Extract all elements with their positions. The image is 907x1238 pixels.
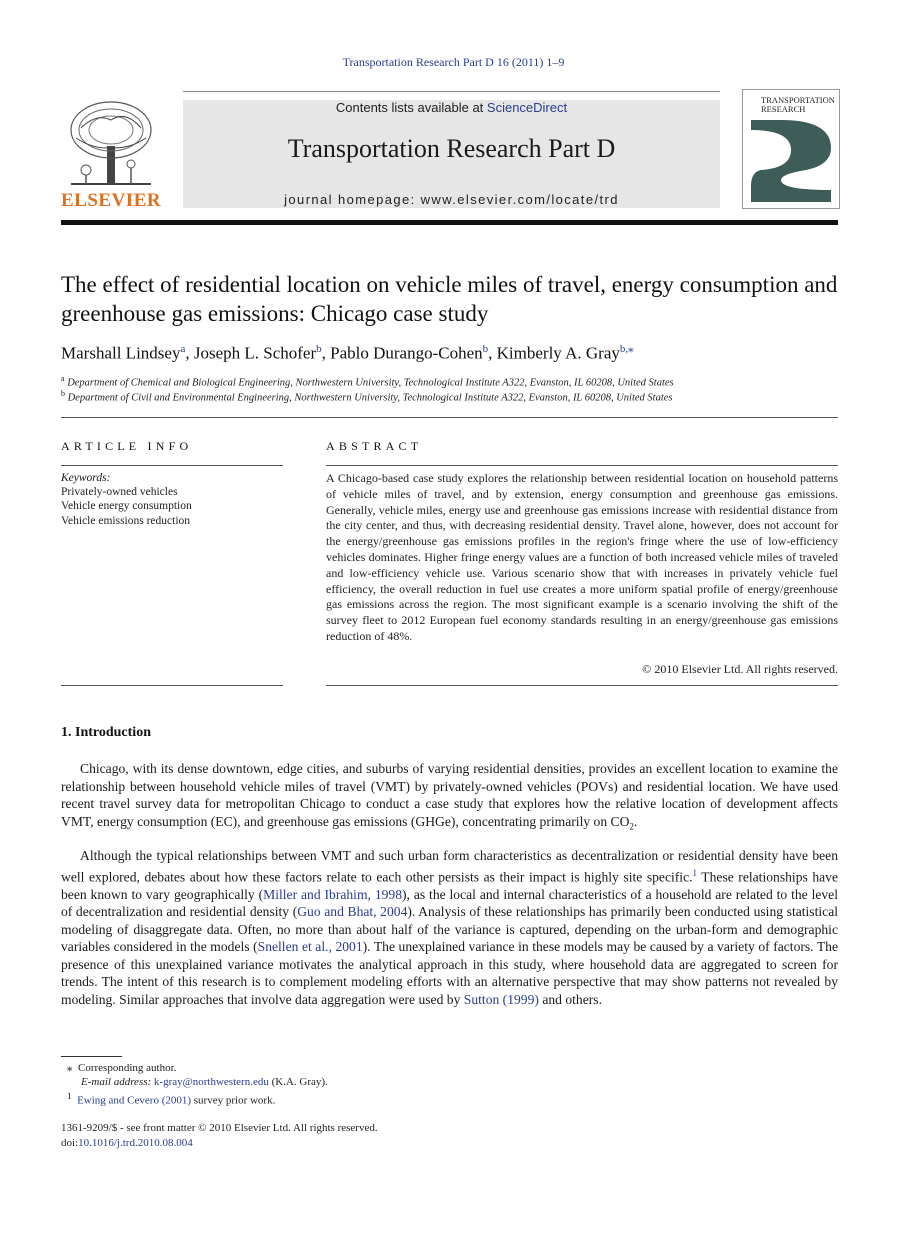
affiliation-text: Department of Chemical and Biological Engineering, Northwestern University, Technological Institute A322, Evanston, IL 60208, United States xyxy=(67,377,674,389)
affiliation-text: Department of Civil and Environmental Engineering, Northwestern University, Technological Institute A322, Evanston, IL 60208, United States xyxy=(67,392,673,404)
divider xyxy=(61,417,838,418)
author-name[interactable]: Joseph L. Schofer xyxy=(193,343,317,363)
corresponding-author-note xyxy=(67,1061,176,1074)
author-affil-mark[interactable]: a xyxy=(180,343,186,355)
divider xyxy=(326,685,838,686)
paragraph-text: ). Analysis of these relationships has primarily been conducted using statistical modeling of disaggregate data. Often, no more than about half of the variance is captured, depending on the urban-form and demographic variables considered in the models ( xyxy=(61,904,838,955)
affiliation-mark: b xyxy=(61,389,65,398)
footnote xyxy=(67,1091,275,1107)
divider xyxy=(61,465,283,466)
subscript: 2 xyxy=(629,821,634,832)
author-affil-mark[interactable]: b xyxy=(482,343,489,355)
author-separator: , xyxy=(321,343,331,363)
cover-title: TRANSPORTATION RESEARCH xyxy=(761,95,835,114)
body-paragraph xyxy=(61,847,838,1008)
paragraph-text: ). The unexplained variance in these models may be caused by a variety of factors. The presence of this unexplained variance motivates the analytical approach in this study, where household data are aggregated to screen for trends. The intent of this research is to complement modeling efforts with an alternative perspective that may show patterns not revealed by modeling. Similar approaches that involve data aggregation were used by xyxy=(61,939,839,1007)
doi-prefix: doi: xyxy=(61,1137,79,1149)
article-title: The effect of residential location on vehicle miles of travel, energy consumption and greenhouse gas emissions: Chicago case study xyxy=(61,272,838,326)
citation-link[interactable]: Sutton (1999) xyxy=(463,991,539,1007)
header-rule xyxy=(183,91,720,92)
author-name[interactable]: Kimberly A. Gray xyxy=(496,343,620,363)
keywords-label: Keywords: xyxy=(61,472,111,484)
author-affil-mark[interactable]: b xyxy=(316,343,322,355)
citation-link[interactable]: Snellen et al., 2001 xyxy=(257,939,363,955)
footnote-rule xyxy=(61,1056,122,1057)
footnote-mark: 1 xyxy=(67,1091,72,1101)
section-heading: 1. Introduction xyxy=(61,725,151,740)
divider xyxy=(326,465,838,466)
paragraph-text: and others. xyxy=(538,991,602,1007)
email-note xyxy=(81,1076,328,1088)
author-separator: , xyxy=(488,343,497,363)
author-separator: , xyxy=(185,343,194,363)
paragraph-text: Chicago, with its dense downtown, edge cities, and suburbs of varying residential densities, provides an excellent location to examine the relationship between household vehicle miles of travel (VMT) by privately-owned vehicles (POVs) and residential location. We have used recent travel survey data for metropolitan Chicago to conduct a case study that explores how the relative location of development affects VMT, energy consumption (EC), and greenhouse gas emissions (GHGe), concentrating primarily on CO xyxy=(61,761,838,829)
footnote-marker[interactable]: 1 xyxy=(692,867,697,878)
affiliation xyxy=(61,389,838,404)
citation-link[interactable]: Ewing and Cevero (2001) xyxy=(77,1094,192,1107)
author-name[interactable]: Marshall Lindsey xyxy=(61,343,181,363)
issn-line: 1361-9209/$ - see front matter © 2010 Elsevier Ltd. All rights reserved. xyxy=(61,1122,378,1134)
email-label: E-mail address: xyxy=(81,1076,152,1088)
author-affil-mark[interactable]: b,⁎ xyxy=(619,343,634,355)
author-name[interactable]: Pablo Durango-Cohen xyxy=(330,343,483,363)
contents-line xyxy=(183,100,720,115)
paragraph-text: ), as the local and internal characteristics of a household are related to the level of decentralization and residential density ( xyxy=(61,886,838,920)
article-info-heading: ARTICLE INFO xyxy=(61,439,193,453)
body-paragraph xyxy=(61,760,838,836)
keyword: Vehicle emissions reduction xyxy=(61,515,191,527)
paragraph-text: Although the typical relationships between VMT and such urban form characteristics as decentralization or residential density have been well explored, debates about how these factors relate to each other persists as their impact is highly site specific. xyxy=(61,848,838,885)
citation-link[interactable]: Miller and Ibrahim, 1998 xyxy=(263,886,403,902)
sciencedirect-link[interactable]: ScienceDirect xyxy=(486,100,568,115)
email-link[interactable]: k-gray@northwestern.edu xyxy=(153,1076,269,1088)
footnote-text: survey prior work. xyxy=(193,1094,276,1107)
keyword: Privately-owned vehicles xyxy=(61,486,178,498)
footnote-text: Corresponding author. xyxy=(78,1062,177,1074)
paragraph-text: . xyxy=(633,813,638,829)
footnote-mark: ⁎ xyxy=(67,1062,73,1074)
affiliation-mark: a xyxy=(61,374,65,383)
citation-link[interactable]: Guo and Bhat, 2004 xyxy=(297,904,408,920)
author-list xyxy=(61,342,838,364)
header-thick-rule xyxy=(61,220,838,225)
keyword: Vehicle energy consumption xyxy=(61,500,192,512)
divider xyxy=(61,685,283,686)
copyright-notice: © 2010 Elsevier Ltd. All rights reserved. xyxy=(642,662,838,676)
journal-homepage[interactable]: journal homepage: www.elsevier.com/locate/trd xyxy=(284,192,619,207)
email-suffix: (K.A. Gray). xyxy=(271,1076,328,1088)
elsevier-tree-icon xyxy=(61,98,161,190)
road-cover-icon xyxy=(751,110,831,202)
affiliation xyxy=(61,374,838,389)
doi-link[interactable]: 10.1016/j.trd.2010.08.004 xyxy=(78,1137,193,1149)
contents-prefix: Contents lists available at xyxy=(335,100,487,115)
journal-cover xyxy=(742,89,840,209)
elsevier-logo xyxy=(61,98,161,210)
journal-name: Transportation Research Part D xyxy=(287,134,616,163)
abstract-heading: ABSTRACT xyxy=(326,439,423,453)
doi-line xyxy=(61,1137,193,1149)
journal-citation[interactable]: Transportation Research Part D 16 (2011) 1–9 xyxy=(342,55,565,69)
journal-header xyxy=(183,100,720,208)
publisher-name: ELSEVIER xyxy=(61,190,162,211)
abstract-text: A Chicago-based case study explores the relationship between residential location on household patterns of vehicle miles of travel, and by extension, energy consumption and greenhouse gas emissions. Generally, vehicle miles, energy use and greenhouse gas emissions increase with residential distance from the city center, and thus, with decreasing residential density. Travel alone, however, does not account for the energy/greenhouse gas emissions profiles in the region's fringe where the use of low-efficiency vehicles dominates. Higher fringe energy values are a function of both increased vehicle miles of traveled and low-efficiency vehicle use. Various scenario show that with increases in privately vehicle fuel efficiency, the overall reduction in fuel use creates a more uniform spatial profile of energy/greenhouse gas emissions across the region. The most significant example is a scenario involving the shift of the survey fleet to 2012 European fuel economy standards resulting in an energy/greenhouse gas emissions reduction of 48%. xyxy=(326,471,838,643)
paragraph-text: These relationships have been known to vary geographically ( xyxy=(61,869,838,902)
